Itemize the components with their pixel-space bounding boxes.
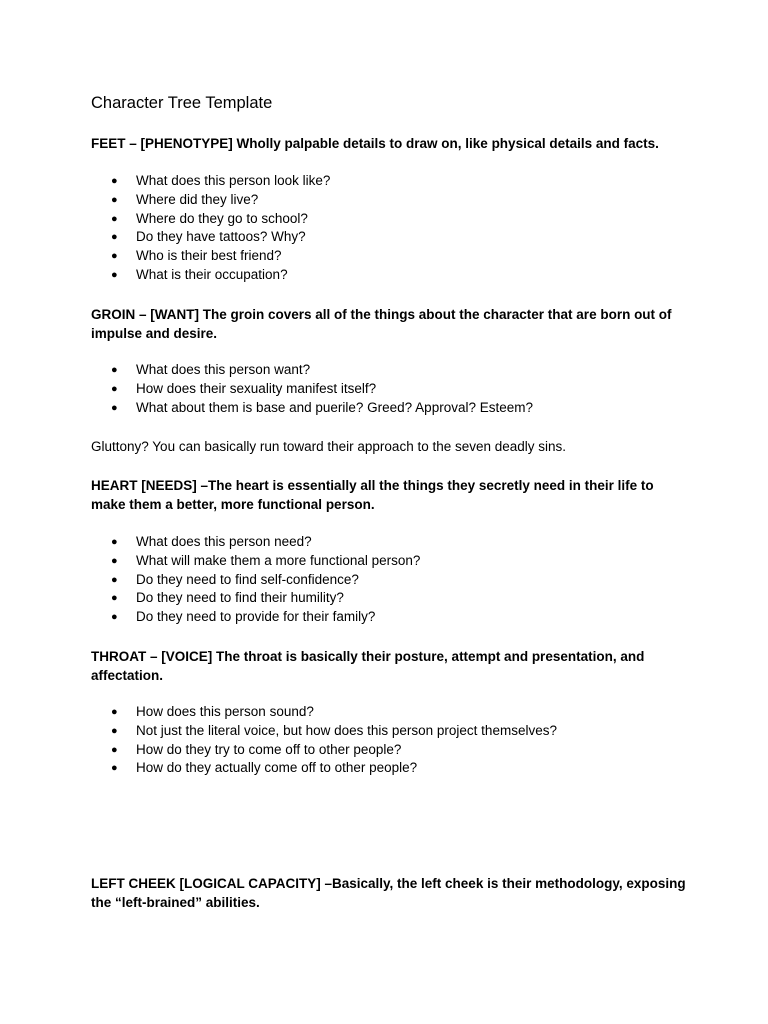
section-heading-heart: HEART [NEEDS] –The heart is essentially all the things they secretly need in their life to make them a better, more functional person. <box>91 478 654 512</box>
bullet-list-throat <box>0 703 557 778</box>
bullet-icon: ● <box>111 611 118 624</box>
bullet-list-groin <box>0 361 533 417</box>
list-item <box>0 247 330 266</box>
bullet-icon: ● <box>111 250 118 263</box>
bullet-icon: ● <box>111 743 118 756</box>
section-heading-feet: FEET – [PHENOTYPE] Wholly palpable details to draw on, like physical details and facts. <box>91 136 659 151</box>
bullet-icon: ● <box>111 193 118 206</box>
bullet-icon: ● <box>111 231 118 244</box>
list-item-text: How do they try to come off to other people? <box>136 741 402 757</box>
section-heading-left-cheek: LEFT CHEEK [LOGICAL CAPACITY] –Basically, the left cheek is their methodology, exposing the “left-brained” abilities. <box>91 876 686 910</box>
list-item <box>0 589 420 608</box>
list-item <box>0 191 330 210</box>
bullet-icon: ● <box>111 592 118 605</box>
list-item <box>0 228 330 247</box>
list-item-text: How do they actually come off to other people? <box>136 760 418 776</box>
bullet-list-feet <box>0 172 330 285</box>
bullet-icon: ● <box>111 573 118 586</box>
section-heading-groin: GROIN – [WANT] The groin covers all of the things about the character that are born out of impulse and desire. <box>91 307 672 341</box>
list-item <box>0 399 533 418</box>
list-item <box>0 266 330 285</box>
list-item-text: Where did they live? <box>136 191 259 207</box>
list-item <box>0 380 533 399</box>
list-item-text: What will make them a more functional person? <box>136 552 421 568</box>
list-item-text: Who is their best friend? <box>136 248 282 264</box>
list-item <box>0 210 330 229</box>
list-item <box>0 759 557 778</box>
list-item-text: Do they need to find self-confidence? <box>136 571 359 587</box>
list-item-text: What is their occupation? <box>136 266 288 282</box>
bullet-icon: ● <box>111 212 118 225</box>
list-item-text: Where do they go to school? <box>136 210 308 226</box>
bullet-icon: ● <box>111 364 118 376</box>
list-item <box>0 571 420 590</box>
note-paragraph: Gluttony? You can basically run toward their approach to the seven deadly sins. <box>91 439 567 454</box>
bullet-icon: ● <box>111 762 118 775</box>
bullet-icon: ● <box>111 268 118 281</box>
bullet-icon: ● <box>111 401 118 414</box>
list-item-text: What does this person look like? <box>136 173 331 188</box>
list-item-text: Not just the literal voice, but how does this person project themselves? <box>136 722 557 738</box>
list-item-text: How does their sexuality manifest itself? <box>136 380 377 396</box>
list-item <box>0 608 420 627</box>
list-item <box>0 703 557 722</box>
bullet-list-heart <box>0 533 420 627</box>
bullet-icon: ● <box>111 706 118 718</box>
bullet-icon: ● <box>111 554 118 567</box>
list-item-text: What does this person want? <box>136 362 311 377</box>
list-item <box>0 172 330 191</box>
list-item-text: Do they need to provide for their family? <box>136 609 376 625</box>
list-item-text: Do they need to find their humility? <box>136 590 344 606</box>
list-item-text: How does this person sound? <box>136 704 314 719</box>
bullet-icon: ● <box>111 724 118 737</box>
list-item-text: Do they have tattoos? Why? <box>136 229 306 245</box>
list-item <box>0 361 533 380</box>
list-item <box>0 722 557 741</box>
section-heading-throat: THROAT – [VOICE] The throat is basically their posture, attempt and presentation, and affectation. <box>91 649 645 683</box>
bullet-icon: ● <box>111 536 118 548</box>
list-item-text: What does this person need? <box>136 534 312 549</box>
list-item <box>0 552 420 571</box>
list-item-text: What about them is base and puerile? Greed? Approval? Esteem? <box>136 399 533 415</box>
bullet-icon: ● <box>111 175 118 187</box>
list-item <box>0 533 420 552</box>
document-title: Character Tree Template <box>91 94 273 112</box>
bullet-icon: ● <box>111 382 118 395</box>
list-item <box>0 741 557 760</box>
